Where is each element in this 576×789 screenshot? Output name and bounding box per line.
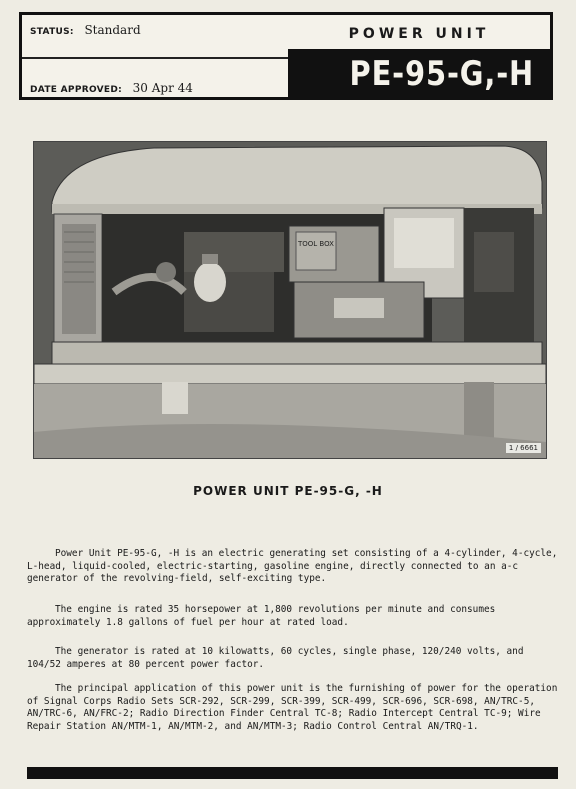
unit-code-box: [288, 51, 550, 97]
paragraph-application: The principal application of this power unit is the furnishing of power for the operation of Signal Corps Radio Sets SCR-292, SCR-299, SCR-399, SCR-499, SCR-696, SCR-698, AN/TRC-5, AN/TRC-6, AN/FRC-2; Radio Direction Finder Central TC-8; Radio Intercept Central TC-9; Wire Repair Station AN/MTM-1, AN/MTM-2, and AN/MTM-3; Radio Control Central AN/TRQ-1.: [27, 683, 558, 732]
header-info-block: [22, 15, 288, 97]
paragraph-generator: The generator is rated at 10 kilowatts, 60 cycles, single phase, 120/240 volts, and 104/52 amperes at 80 percent power factor.: [27, 646, 524, 670]
approved-row: [30, 81, 193, 95]
unit-title: POWER UNIT: [288, 19, 550, 51]
unit-code: PE-95-G,-H: [349, 54, 534, 94]
power-unit-illustration: [34, 142, 546, 458]
status-row: [30, 23, 141, 37]
document-header: [19, 12, 553, 100]
header-title-block: [288, 15, 550, 97]
paragraph-description: Power Unit PE-95-G, -H is an electric generating set consisting of a 4-cylinder, 4-cycle, L-head, liquid-cooled, electric-starting, gasoline engine, directly connected to an a-c generator of the revolving-field, self-exciting type.: [27, 548, 558, 585]
status-label: STATUS:: [30, 27, 74, 37]
paragraph-engine: The engine is rated 35 horsepower at 1,800 revolutions per minute and consumes approximately 1.8 gallons of fuel per hour at rated load.: [27, 604, 496, 628]
approved-value: 30 Apr 44: [132, 81, 193, 95]
status-value: Standard: [84, 23, 141, 37]
footer-bar: [27, 767, 558, 779]
tool-box-label: TOOL BOX: [298, 240, 334, 248]
header-divider: [22, 57, 288, 59]
power-unit-photo: [33, 141, 547, 459]
approved-label: DATE APPROVED:: [30, 85, 123, 95]
photo-caption: POWER UNIT PE-95-G, -H: [193, 484, 383, 498]
photo-id-tag: 1 / 6661: [506, 443, 541, 453]
